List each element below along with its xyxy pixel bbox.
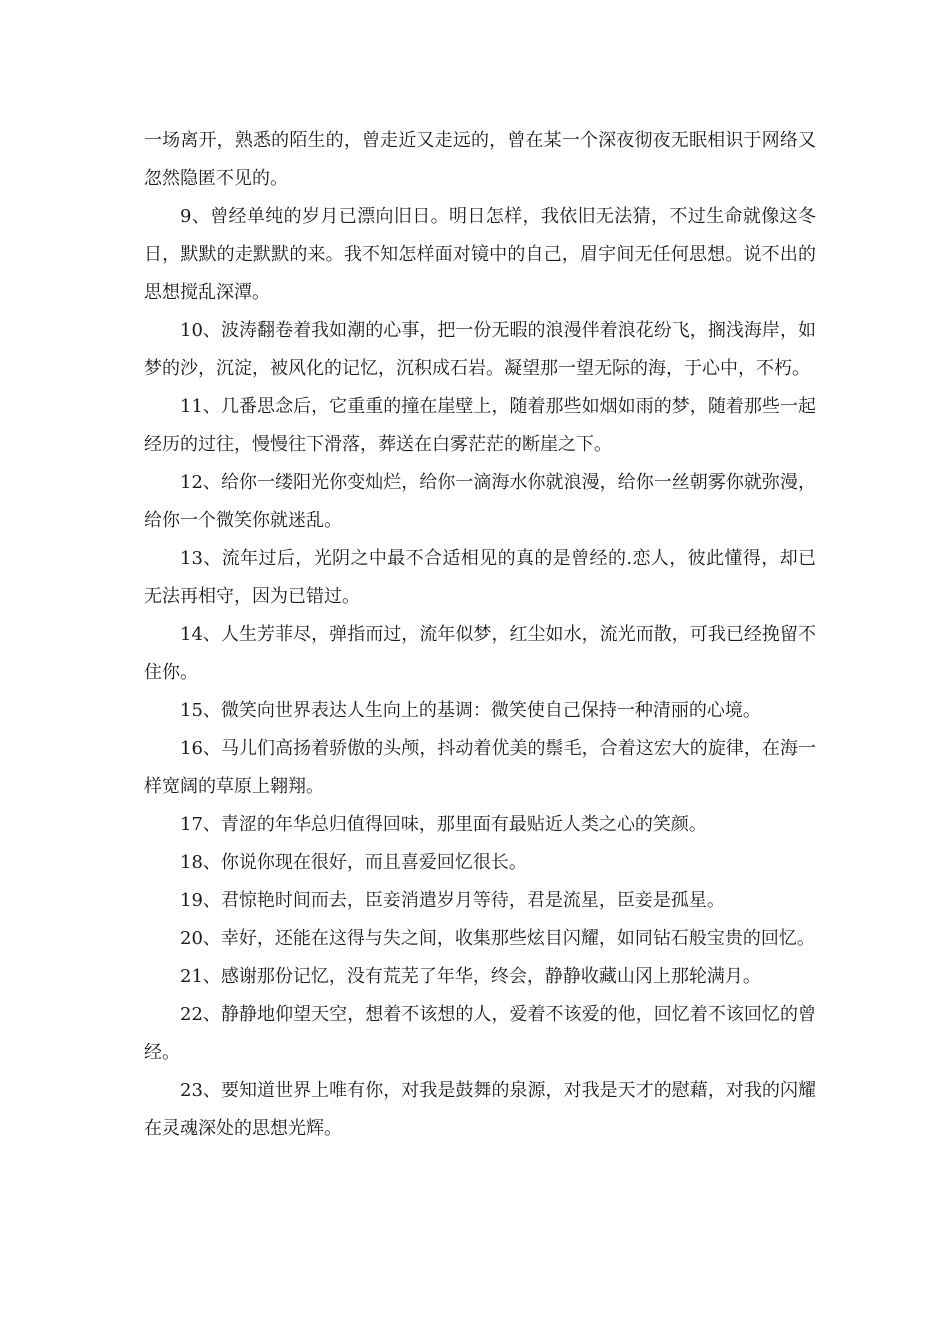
paragraph-20: 20、幸好，还能在这得与失之间，收集那些炫目闪耀，如同钻石般宝贵的回忆。 xyxy=(180,928,815,949)
paragraph-22: 22、静静地仰望天空，想着不该想的人，爱着不该爱的他，回忆着不该回忆的曾经。 xyxy=(144,1004,816,1063)
paragraph-15: 15、微笑向世界表达人生向上的基调：微笑使自己保持一种清丽的心境。 xyxy=(180,700,761,721)
paragraph-11: 11、几番思念后，它重重的撞在崖壁上，随着那些如烟如雨的梦，随着那些一起经历的过往，慢慢往下滑落，葬送在白雾茫茫的断崖之下。 xyxy=(144,396,816,455)
paragraph-continued: 一场离开，熟悉的陌生的，曾走近又走远的，曾在某一个深夜彻夜无眠相识于网络又忽然隐匿不见的。 xyxy=(144,130,816,189)
document-body xyxy=(144,122,816,1148)
paragraph-16: 16、马儿们高扬着骄傲的头颅，抖动着优美的鬃毛，合着这宏大的旋律，在海一样宽阔的草原上翱翔。 xyxy=(144,738,816,797)
paragraph-23: 23、要知道世界上唯有你，对我是鼓舞的泉源，对我是天才的慰藉，对我的闪耀在灵魂深处的思想光辉。 xyxy=(144,1080,816,1139)
paragraph-18: 18、你说你现在很好，而且喜爱回忆很长。 xyxy=(180,852,527,873)
paragraph-13: 13、流年过后，光阴之中最不合适相见的真的是曾经的.恋人，彼此懂得，却已无法再相守，因为已错过。 xyxy=(144,548,816,607)
paragraph-14: 14、人生芳菲尽，弹指而过，流年似梦，红尘如水，流光而散，可我已经挽留不住你。 xyxy=(144,624,816,683)
paragraph-12: 12、给你一缕阳光你变灿烂，给你一滴海水你就浪漫，给你一丝朝雾你就弥漫，给你一个微笑你就迷乱。 xyxy=(144,472,816,531)
paragraph-9: 9、曾经单纯的岁月已漂向旧日。明日怎样，我依旧无法猜，不过生命就像这冬日，默默的走默默的来。我不知怎样面对镜中的自己，眉宇间无任何思想。说不出的思想搅乱深潭。 xyxy=(144,206,816,303)
paragraph-21: 21、感谢那份记忆，没有荒芜了年华，终会，静静收藏山冈上那轮满月。 xyxy=(180,966,761,987)
paragraph-10: 10、波涛翻卷着我如潮的心事，把一份无暇的浪漫伴着浪花纷飞，搁浅海岸，如梦的沙，沉淀，被风化的记忆，沉积成石岩。凝望那一望无际的海，于心中，不朽。 xyxy=(144,320,816,379)
paragraph-17: 17、青涩的年华总归值得回味，那里面有最贴近人类之心的笑颜。 xyxy=(180,814,707,835)
paragraph-19: 19、君惊艳时间而去，臣妾消遣岁月等待，君是流星，臣妾是孤星。 xyxy=(180,890,725,911)
